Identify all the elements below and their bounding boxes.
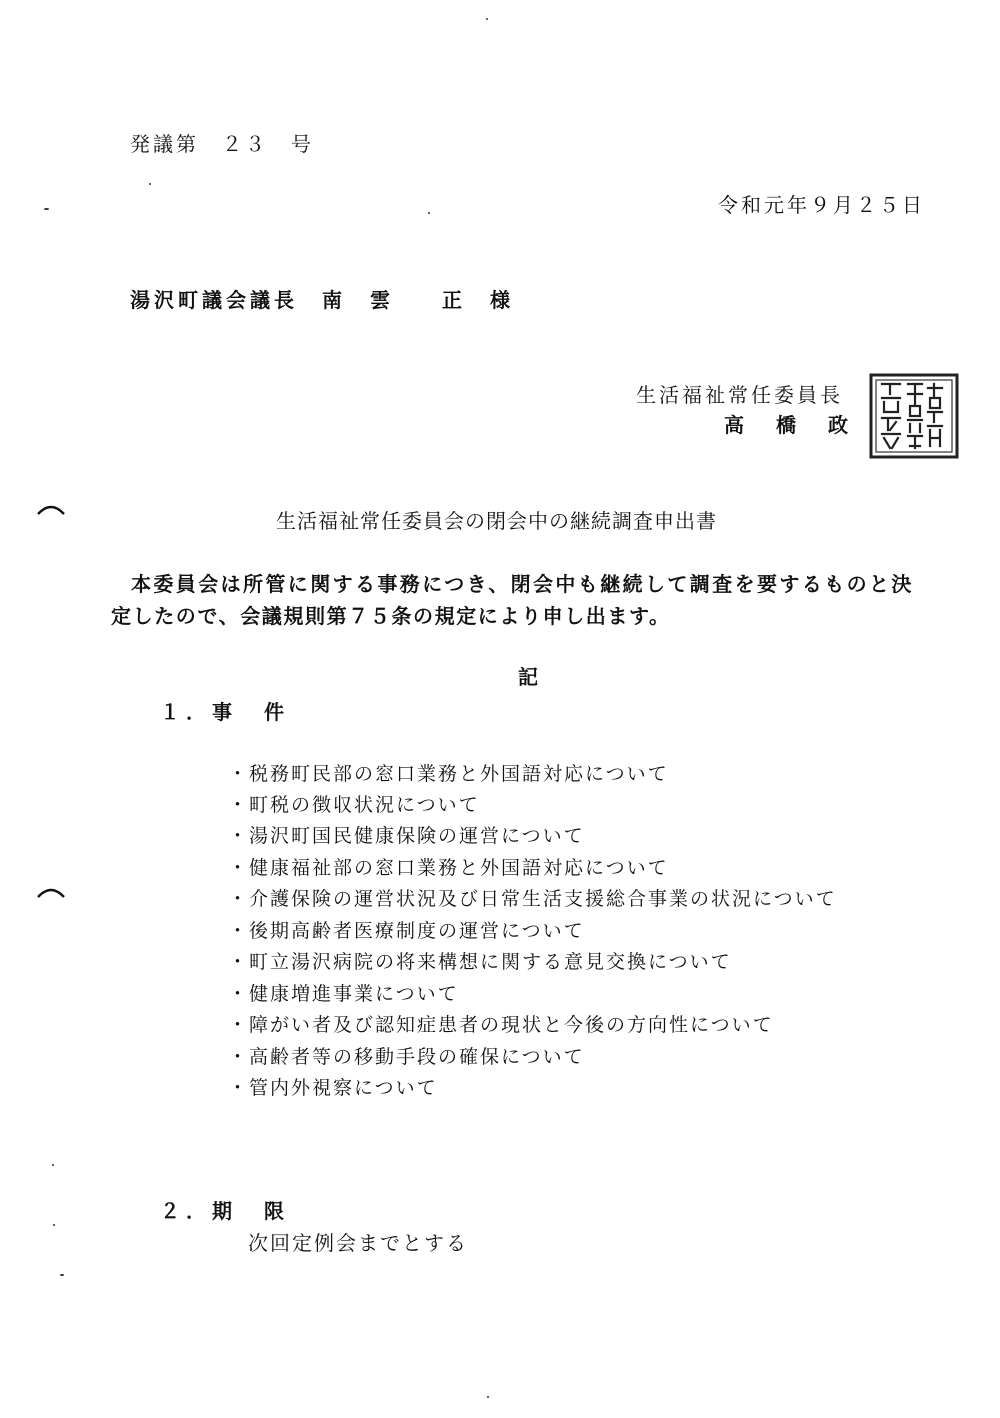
list-item: ・健康増進事業について xyxy=(228,983,459,1005)
scan-speck xyxy=(487,1396,489,1398)
list-item: ・湯沢町国民健康保険の運営について xyxy=(228,825,585,847)
section-2-text: 次回定例会までとする xyxy=(248,1231,468,1255)
scan-speck xyxy=(428,212,430,214)
list-item: ・健康福祉部の窓口業務と外国語対応について xyxy=(228,857,669,879)
sender-title: 生活福祉常任委員長 xyxy=(636,383,843,407)
list-item: ・高齢者等の移動手段の確保について xyxy=(228,1046,585,1068)
list-item: ・介護保険の運営状況及び日常生活支援総合事業の状況について xyxy=(228,888,837,910)
section-1-heading: １．事 件 xyxy=(160,700,290,724)
punch-hole-mark-top xyxy=(36,500,66,518)
scan-speck xyxy=(486,18,488,20)
list-item: ・町立湯沢病院の将来構想に関する意見交換について xyxy=(228,951,732,973)
body-line-1: 本委員会は所管に関する事務につき、閉会中も継続して調査を要するものと決 xyxy=(131,572,914,596)
document-date: 令和元年９月２５日 xyxy=(718,193,925,217)
section-2-heading: ２．期 限 xyxy=(160,1199,290,1223)
sender-name: 高 橋 政 xyxy=(724,413,854,437)
scan-speck xyxy=(52,1164,54,1166)
document-number: 発議第 ２３ 号 xyxy=(130,132,314,156)
list-item: ・町税の徴収状況について xyxy=(228,794,480,816)
punch-hole-mark-bottom xyxy=(36,883,66,901)
list-item: ・障がい者及び認知症患者の現状と今後の方向性について xyxy=(228,1014,774,1036)
body-line-2: 定したので、会議規則第７５条の規定により申し出ます。 xyxy=(111,604,671,628)
list-item: ・管内外視察について xyxy=(228,1077,438,1099)
addressee: 湯沢町議会議長 南 雲 正 様 xyxy=(130,288,514,312)
list-item: ・税務町民部の窓口業務と外国語対応について xyxy=(228,763,669,785)
scan-speck xyxy=(60,1274,64,1276)
ki-marker: 記 xyxy=(518,665,541,689)
scan-speck xyxy=(149,183,151,185)
scan-speck xyxy=(44,208,49,210)
list-item: ・後期高齢者医療制度の運営について xyxy=(228,920,585,942)
document-title: 生活福祉常任委員会の閉会中の継続調査申出書 xyxy=(276,509,717,533)
scan-speck xyxy=(53,1224,55,1226)
committee-seal-stamp xyxy=(868,372,960,460)
